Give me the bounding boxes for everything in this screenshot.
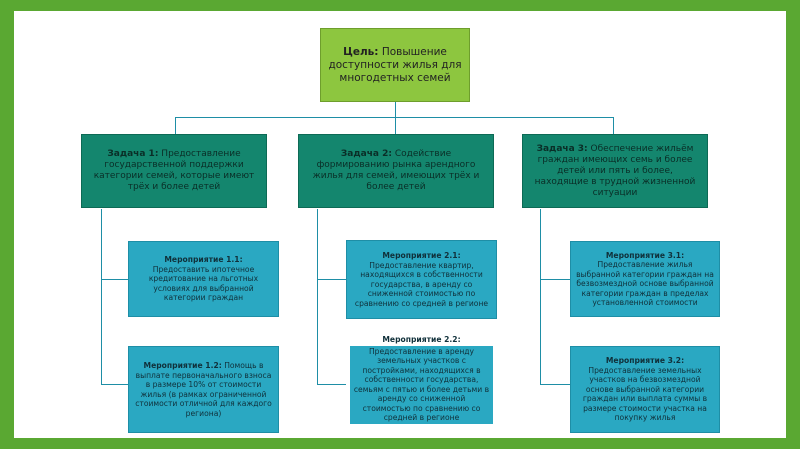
task-2-box <box>298 134 494 208</box>
event-2-2-box <box>346 333 497 437</box>
connector-task2 <box>395 117 396 134</box>
connector-col1-vertical <box>101 209 102 385</box>
connector-col3-vertical <box>540 209 541 385</box>
connector-col3-event1 <box>540 279 570 280</box>
connector-col1-event1 <box>101 279 128 280</box>
task-2-text <box>305 149 487 193</box>
event-2-2-text: Предоставление в аренду земельных участков с постройками, находящихся в собственности государства, семьям с пятью и более детьми в аренду со сниженной стоимостью по сравнению со средней в регионе <box>350 346 493 424</box>
event-2-1-text: Предоставление квартир, находящихся в собственности государства, в аренду со сниженной стоимостью по сравнению со средней в регионе <box>354 260 489 308</box>
connector-col2-event1 <box>317 279 346 280</box>
event-3-1-title: Мероприятие 3.1: <box>605 250 685 260</box>
event-1-2-box <box>128 346 279 433</box>
task-3-box <box>522 134 708 208</box>
event-1-1-title: Мероприятие 1.1: <box>164 255 243 265</box>
event-1-1-text: Предоставить ипотечное кредитование на льготных условиях для выбранной категории граждан <box>148 264 259 303</box>
event-1-2-title: Мероприятие 1.2: <box>143 361 222 370</box>
task-1-box <box>81 134 267 208</box>
event-2-1-title: Мероприятие 2.1: <box>382 251 461 260</box>
task-3-text <box>529 144 701 199</box>
goal-text <box>327 46 463 85</box>
connector-col2-vertical <box>317 209 318 385</box>
event-3-1-box <box>570 241 720 317</box>
connector-col3-event2 <box>540 384 570 385</box>
goal-body: Повышение доступности жилья для многодетных семей <box>328 45 462 84</box>
event-3-2-title: Мероприятие 3.2: <box>605 356 685 366</box>
event-2-1-box <box>346 240 497 319</box>
task-3-body: Обеспечение жильём граждан имеющих семь и более детей или пять и более, находящие в трудной жизненной ситуации <box>534 143 696 198</box>
event-3-2-text: Предоставление земельных участков на безвозмездной основе выбранной категории граждан или выплата суммы в размере стоимости участка на покупку жилья <box>582 365 708 423</box>
event-1-1-box <box>128 241 279 317</box>
event-3-2-box <box>570 346 720 433</box>
connector-col1-event2 <box>101 384 128 385</box>
event-1-2-content <box>133 361 274 418</box>
task-3-prefix: Задача 3: <box>536 143 588 154</box>
goal-box <box>320 28 470 102</box>
event-3-1-text: Предоставление жилья выбранной категории граждан на безвозмездной основе выбранной категории граждан в пределах установленной стоимости <box>576 260 714 307</box>
task-1-body: Предоставление государственной поддержки категории семей, которые имеют трёх и более детей <box>93 149 255 192</box>
task-1-text <box>88 149 260 193</box>
task-1-prefix: Задача 1: <box>107 149 159 159</box>
goal-prefix: Цель: <box>343 45 379 58</box>
slide-canvas <box>14 11 786 438</box>
task-2-prefix: Задача 2: <box>340 149 392 159</box>
task-2-body: Содействие формированию рынка арендного жилья для семей, имеющих трёх и более детей <box>312 149 480 192</box>
connector-goal-down <box>395 101 396 118</box>
connector-task1 <box>175 117 176 134</box>
connector-task3 <box>613 117 614 134</box>
connector-col2-event2 <box>317 384 346 385</box>
event-2-2-title: Мероприятие 2.2: <box>382 335 461 344</box>
event-1-2-text: Помощь в выплате первоначального взноса в размере 10% от стоимости жилья (в рамках ограниченной стоимости отличной для каждого региона) <box>135 361 272 418</box>
